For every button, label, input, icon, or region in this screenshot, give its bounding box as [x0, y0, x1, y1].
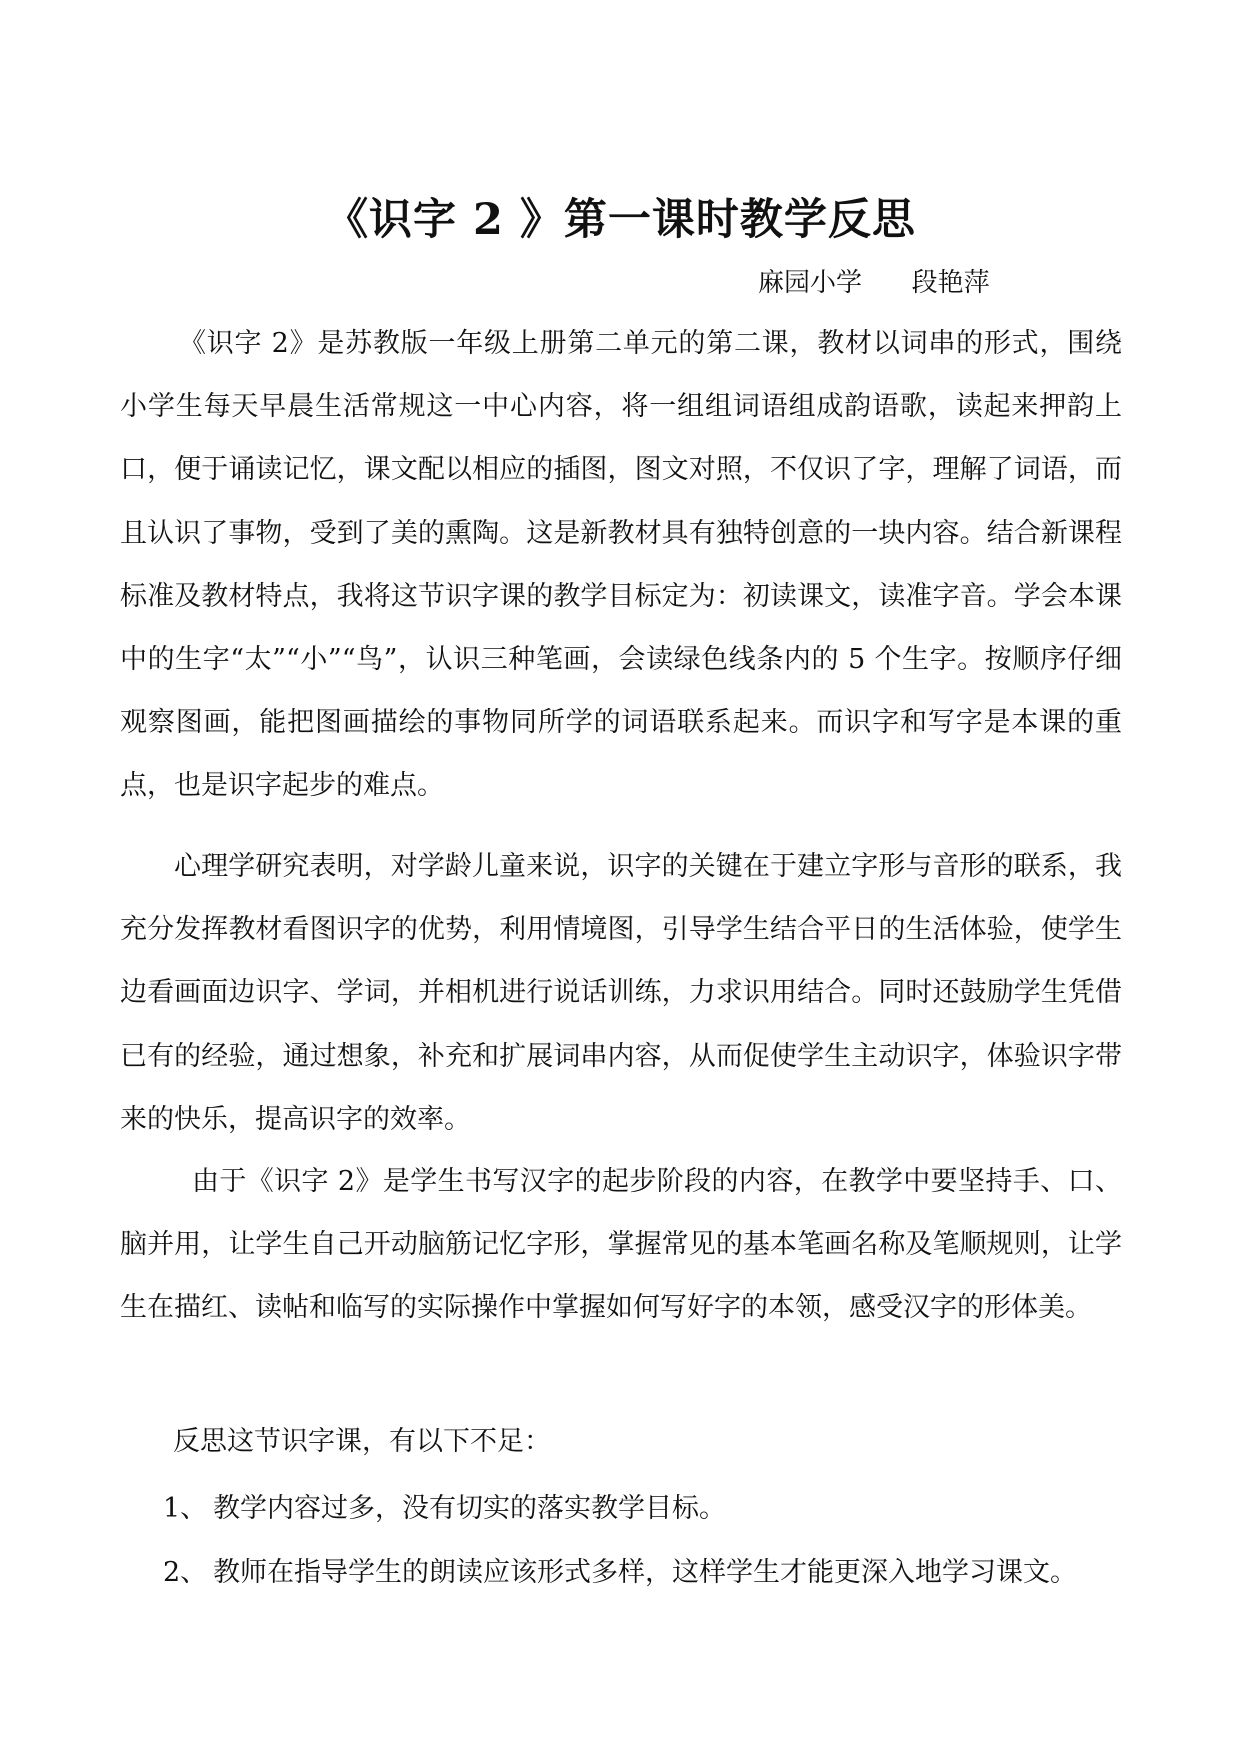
list-item-1	[163, 1477, 726, 1540]
page-title: 《识字 2 》第一课时教学反思	[325, 195, 916, 245]
author-line: 麻园小学 段艳萍	[758, 268, 990, 298]
list-item-text: 教师在指导学生的朗读应该形式多样，这样学生才能更深入地学习课文。	[213, 1557, 1077, 1588]
list-item-2	[163, 1541, 1077, 1604]
list-item-number: 1、	[163, 1493, 208, 1524]
paragraph-1: 《识字 2》是苏教版一年级上册第二单元的第二课，教材以词串的形式，围绕小学生每天早晨生活常规这一中心内容，将一组组词语组成韵语歌，读起来押韵上口，便于诵读记忆，课文配以相应的插图，图文对照，不仅识了字，理解了词语，而且认识了事物，受到了美的熏陶。这是新教材具有独特创意的一块内容。结合新课程标准及教材特点，我将这节识字课的教学目标定为：初读课文，读准字音。学会本课中的生字“太”“小”“鸟”，认识三种笔画，会读绿色线条内的 5 个生字。按顺序仔细观察图画，能把图画描绘的事物同所学的词语联系起来。而识字和写字是本课的重点，也是识字起步的难点。	[120, 328, 1122, 802]
list-item-text: 教学内容过多，没有切实的落实教学目标。	[213, 1493, 726, 1524]
list-item-number: 2、	[163, 1557, 208, 1588]
paragraph-4: 反思这节识字课，有以下不足：	[173, 1426, 551, 1457]
paragraph-2: 心理学研究表明，对学龄儿童来说，识字的关键在于建立字形与音形的联系，我充分发挥教材看图识字的优势，利用情境图，引导学生结合平日的生活体验，使学生边看画面边识字、学词，并相机进行说话训练，力求识用结合。同时还鼓励学生凭借已有的经验，通过想象，补充和扩展词串内容，从而促使学生主动识字，体验识字带来的快乐，提高识字的效率。	[120, 851, 1122, 1135]
paragraph-3: 由于《识字 2》是学生书写汉字的起步阶段的内容，在教学中要坚持手、口、脑并用，让学生自己开动脑筋记忆字形，掌握常见的基本笔画名称及笔顺规则，让学生在描红、读帖和临写的实际操作中掌握如何写好字的本领，感受汉字的形体美。	[120, 1166, 1122, 1324]
